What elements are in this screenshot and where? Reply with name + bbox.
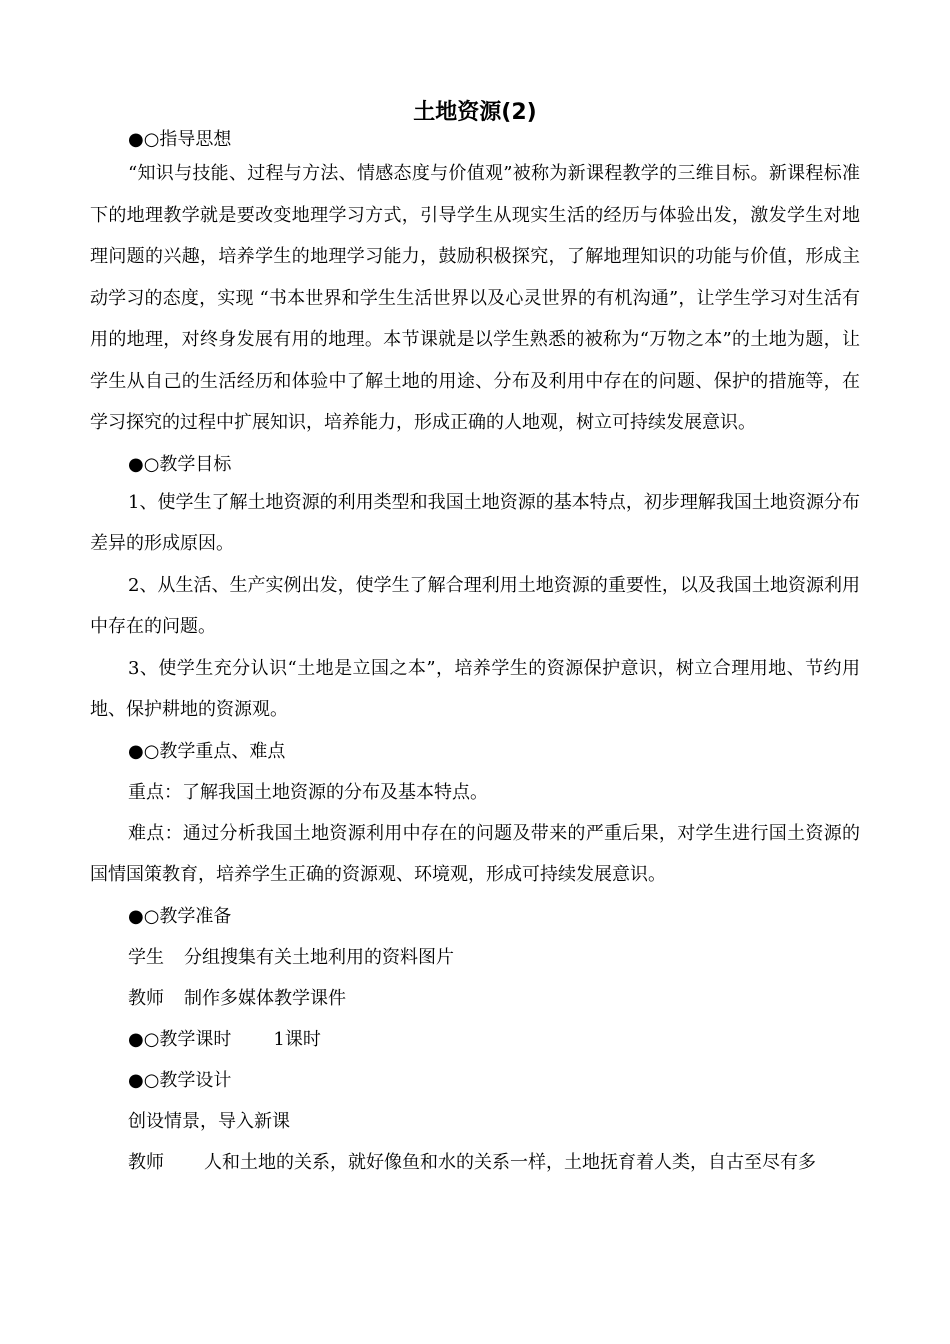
guiding-paragraph: “知识与技能、过程与方法、情感态度与价值观”被称为新课程教学的三维目标。新课程标准下的地理教学就是要改变地理学习方式，引导学生从现实生活的经历与体验出发，激发学生对地理问题的兴趣，培养学生的地理学习能力，鼓励积极探究，了解地理知识的功能与价值，形成主动学习的态度，实现 “书本世界和学生生活世界以及心灵世界的有机沟通”，让学生学习对生活有用的地理，对终身发展有用的地理。本节课就是以学生熟悉的被称为“万物之本”的土地为题，让学生从自己的生活经历和体验中了解土地的用途、分布及利用中存在的问题、保护的措施等，在学习探究的过程中扩展知识，培养能力，形成正确的人地观，树立可持续发展意识。: [90, 163, 860, 433]
design-teacher-line: [90, 1142, 860, 1183]
goal-item-1: 1、使学生了解土地资源的利用类型和我国土地资源的基本特点，初步理解我国土地资源分布差异的形成原因。: [90, 491, 860, 554]
document-title: 土地资源(2): [413, 100, 537, 125]
section-heading-design: ●○教学设计: [128, 1069, 232, 1091]
teacher-label: 教师: [128, 987, 164, 1009]
section-heading-key-points: ●○教学重点、难点: [128, 740, 286, 762]
goal-item-3: 3、使学生充分认识“土地是立国之本”，培养学生的资源保护意识，树立合理用地、节约用地、保护耕地的资源观。: [90, 657, 860, 720]
section-heading-preparation: ●○教学准备: [128, 905, 232, 927]
preparation-student-line: [90, 937, 860, 978]
hours-line: [90, 1019, 860, 1060]
document-body: [90, 127, 860, 1183]
key-point-text: 重点：了解我国土地资源的分布及基本特点。: [128, 781, 488, 803]
design-teacher-label: 教师: [128, 1151, 164, 1173]
section-heading-goals: ●○教学目标: [128, 453, 232, 475]
design-subheading: 创设情景，导入新课: [128, 1110, 290, 1132]
design-teacher-text: 人和土地的关系，就好像鱼和水的关系一样，土地抚育着人类，自古至尽有多: [204, 1151, 816, 1173]
preparation-teacher-line: [90, 978, 860, 1019]
goal-item-2: 2、从生活、生产实例出发，使学生了解合理利用土地资源的重要性，以及我国土地资源利用中存在的问题。: [90, 574, 860, 637]
student-label: 学生: [128, 946, 164, 968]
section-heading-hours: ●○教学课时: [128, 1028, 232, 1050]
difficulty-text: 难点：通过分析我国土地资源利用中存在的问题及带来的严重后果，对学生进行国土资源的国情国策教育，培养学生正确的资源观、环境观，形成可持续发展意识。: [90, 822, 860, 885]
teacher-preparation-text: 制作多媒体教学课件: [184, 987, 346, 1009]
student-preparation-text: 分组搜集有关土地利用的资料图片: [184, 946, 454, 968]
section-heading-guiding: ●○指导思想: [128, 129, 232, 150]
hours-value: 1课时: [273, 1028, 321, 1050]
